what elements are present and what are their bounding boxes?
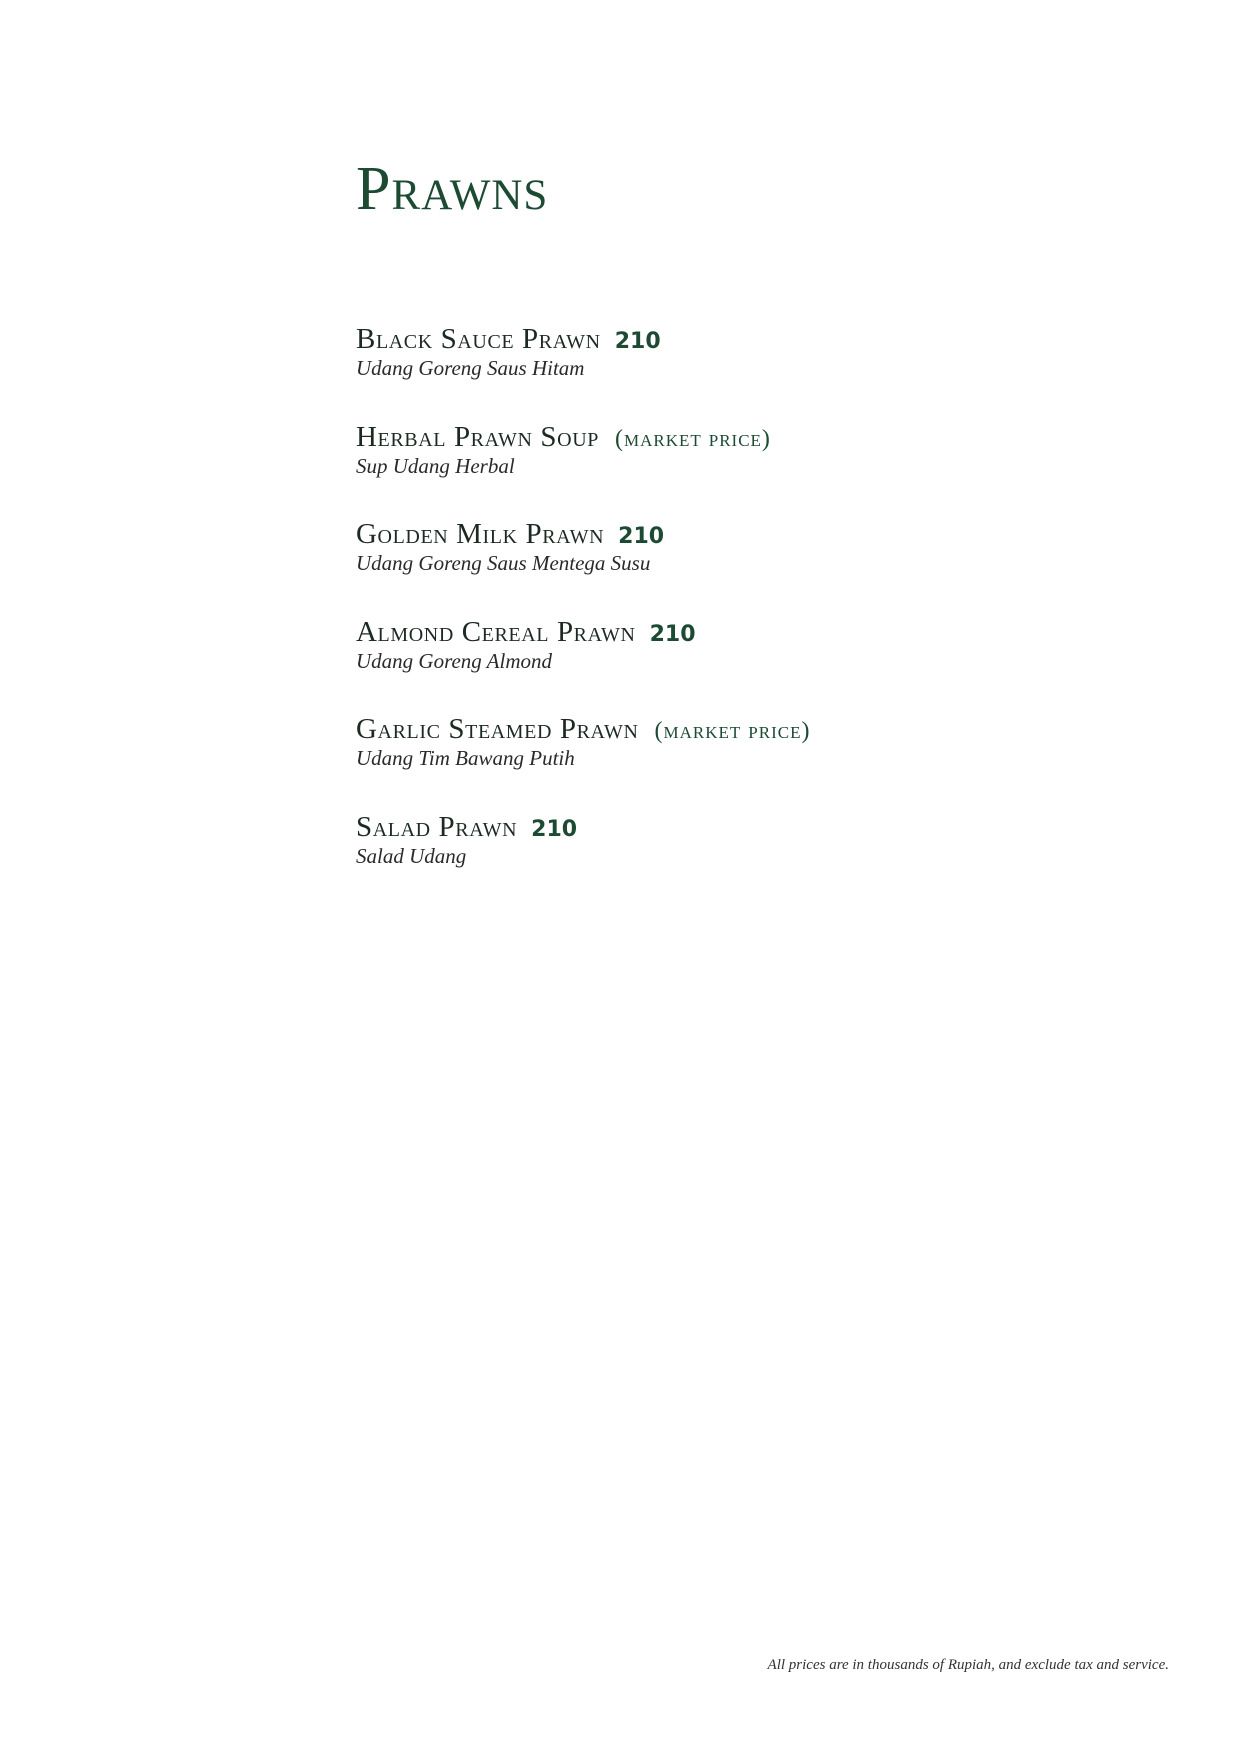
menu-item-line (356, 810, 1116, 843)
menu-item-line (356, 420, 1116, 453)
menu-item (356, 420, 1116, 521)
menu-item-price: 210 (618, 524, 665, 549)
menu-item-subtitle: Udang Goreng Almond (356, 648, 552, 673)
menu-item-subtitle: Udang Goreng Saus Hitam (356, 356, 585, 380)
menu-item (356, 325, 1116, 423)
menu-item-line (356, 615, 1116, 648)
menu-item (356, 615, 1116, 716)
menu-item-price: 210 (531, 816, 578, 842)
price-note: All prices are in thousands of Rupiah, and exclude tax and service. (767, 1657, 1169, 1673)
menu-item-subtitle: Sup Udang Herbal (356, 453, 515, 478)
menu-item-line (356, 520, 1116, 549)
page-title: Prawns (356, 155, 549, 223)
menu-item-line (356, 715, 1116, 744)
menu-item-name: Almond Cereal Prawn (356, 615, 636, 648)
menu-item-name: Salad Prawn (356, 810, 518, 843)
menu-item (356, 810, 1116, 911)
menu-item-price: (market price) (614, 425, 771, 452)
menu-item-name: Herbal Prawn Soup (356, 420, 599, 453)
menu-item-subtitle: Salad Udang (356, 843, 467, 868)
menu-item-name: Garlic Steamed Prawn (356, 713, 639, 745)
menu-item-subtitle: Udang Tim Bawang Putih (356, 746, 575, 770)
menu-item (356, 520, 1116, 618)
menu-item-price: 210 (614, 329, 661, 354)
menu-item-price: 210 (649, 621, 696, 647)
menu-item (356, 715, 1116, 813)
menu-item-name: Golden Milk Prawn (356, 518, 605, 550)
menu-item-price: (market price) (654, 718, 811, 744)
menu-item-line (356, 325, 1116, 354)
menu-item-subtitle: Udang Goreng Saus Mentega Susu (356, 551, 651, 575)
menu-item-name: Black Sauce Prawn (356, 323, 601, 355)
menu-list (356, 325, 1116, 910)
